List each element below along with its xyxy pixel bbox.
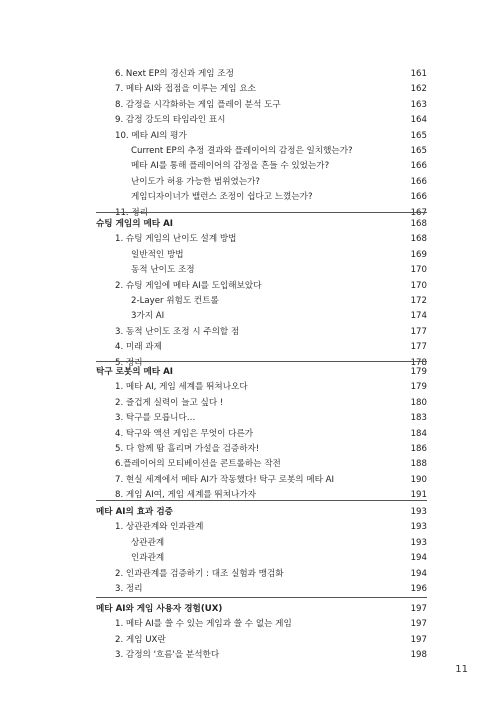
toc-section-entry-title: 6.플레이어의 모티베이션을 콘트롤하는 작전 [115,459,281,470]
section-divider [96,597,427,598]
toc-section-entry-page: 193 [410,522,427,533]
toc-section-entry [115,519,427,535]
toc-section-entry-title: 7. 메타 AI와 접점을 이루는 게임 요소 [115,84,256,95]
toc-subsection-entry-title: 일반적인 방법 [131,249,184,260]
toc-section-entry [115,379,427,395]
toc-section-entry [115,456,427,472]
toc-section-entry [115,324,427,340]
toc-section-entry-title: 9. 감정 강도의 타임라인 표시 [115,115,226,126]
toc-section-entry-title: 1. 메타 AI를 쓸 수 있는 게임과 쓸 수 없는 게임 [115,619,292,630]
toc-chapter-heading-page: 193 [410,507,427,517]
toc-section-entry-page: 194 [410,568,427,579]
toc-section-entry-page: 197 [410,634,427,645]
toc-section-entry-title: 2. 게임 UX란 [115,634,166,645]
toc-section-entry [115,647,427,663]
toc-section-entry-title: 2. 인과관계를 검증하기 : 대조 실험과 맹검화 [115,568,284,579]
toc-subsection-entry-page: 172 [410,296,427,306]
toc-section-entry [115,128,427,144]
toc-subsection-entry-title: 3가지 AI [131,311,165,322]
toc-subsection-entry-title: 2-Layer 위험도 컨트롤 [131,296,219,306]
section-divider [96,212,427,213]
toc-chapter-heading [96,601,427,617]
toc-subsection-entry [131,550,427,566]
toc-subsection-entry [131,247,427,263]
toc-subsection-entry-page: 193 [410,537,427,548]
toc-section-entry-title: 5. 정리 [115,357,143,368]
toc-subsection-entry-title: 동적 난이도 조정 [131,265,195,276]
toc-section-entry-title: 4. 탁구와 액션 게임은 무엇이 다른가 [115,428,254,439]
toc-section-entry-title: 7. 현실 세계에서 메타 AI가 작동했다! 탁구 로봇의 메타 AI [115,474,335,485]
toc-section-entry-page: 177 [410,342,427,353]
toc-subsection-entry [131,158,427,174]
toc-subsection-entry-title: 게임디자이너가 밸런스 조정이 쉽다고 느꼈는가? [131,192,313,203]
toc-section-entry [115,616,427,632]
toc-section-entry-page: 196 [410,584,427,594]
toc-subsection-entry [131,308,427,324]
toc-section-entry-page: 186 [410,444,427,454]
toc-section-entry-title: 1. 슈팅 게임의 난이도 설계 방법 [115,234,237,245]
toc-section-entry [115,66,427,82]
toc-section-entry-page: 191 [410,490,427,501]
toc-subsection-entry [131,189,427,205]
toc-section-entry-page: 183 [410,413,427,424]
section-divider [96,500,427,501]
toc-section-entry [115,426,427,442]
toc-section-entry-title: 3. 감정의 '흐름'을 분석한다 [115,650,220,661]
toc-section-entry [115,632,427,648]
toc-section-entry-title: 10. 메타 AI의 평가 [115,130,187,141]
toc-section-entry [115,112,427,128]
toc-subsection-entry-page: 166 [410,161,427,172]
toc-section-entry-page: 163 [410,99,427,110]
toc-section-entry-title: 3. 정리 [115,584,143,594]
toc-section-entry-title: 5. 다 함께 땀 흘리며 가설을 검증하자! [115,444,260,454]
toc-section-entry-title: 2. 즐겁게 실력이 늘고 싶다 ! [115,397,224,408]
toc-chapter-heading-page: 168 [410,219,427,229]
toc-section-entry-title: 1. 상관관계와 인과관계 [115,522,204,533]
toc-section-entry [115,81,427,97]
toc-subsection-entry-title: Current EP의 추정 결과와 플레이어의 감정은 일치했는가? [131,146,353,156]
page-number: 11 [455,664,468,675]
toc-subsection-entry-page: 170 [410,265,427,276]
toc-subsection-entry-page: 169 [410,249,427,260]
toc-subsection-entry [131,262,427,278]
toc-chapter-heading-page: 179 [410,367,427,377]
toc-subsection-entry [131,143,427,159]
toc-section-entry-title: 3. 동적 난이도 조정 시 주의할 점 [115,326,240,337]
toc-chapter-heading-title: 메타 AI의 효과 검증 [96,507,173,517]
toc-chapter-heading-title: 슈팅 게임의 메타 AI [96,219,173,229]
toc-section-entry-page: 170 [410,280,427,291]
toc-chapter-heading [96,504,427,520]
toc-chapter-heading-page: 197 [410,604,427,614]
toc-subsection-entry-title: 난이도가 허용 가능한 범위였는가? [131,176,260,187]
toc-section-entry-page: 162 [410,84,427,95]
toc-subsection-entry-page: 194 [410,553,427,564]
toc-section-entry [115,441,427,457]
toc-section-entry-title: 11. 정리 [115,207,149,218]
toc-subsection-entry-title: 메타 AI를 통해 플레이어의 감정을 흔들 수 있었는가? [131,161,330,172]
toc-section-entry-page: 164 [410,115,427,126]
toc-section-entry-page: 197 [410,619,427,630]
toc-section-entry-page: 177 [410,326,427,337]
toc-subsection-entry [131,293,427,309]
toc-section-entry-page: 168 [410,234,427,245]
section-divider [96,361,427,362]
toc-section-entry [115,97,427,113]
toc-section-entry [115,472,427,488]
toc-section-entry-title: 4. 미래 과제 [115,342,162,353]
toc-subsection-entry [131,174,427,190]
toc-section-entry [115,566,427,582]
toc-section-entry-title: 8. 게임 AI여, 게임 세계를 뛰쳐나가자 [115,490,256,501]
toc-section-entry-page: 188 [410,459,427,470]
toc-section-entry-title: 2. 슈팅 게임에 메타 AI를 도입해보았다 [115,280,262,291]
toc-subsection-entry [131,535,427,551]
toc-section-entry [115,278,427,294]
toc-section-entry [115,410,427,426]
toc-section-entry-page: 180 [410,397,427,408]
toc-chapter-heading-title: 메타 AI와 게임 사용자 경험(UX) [96,604,223,614]
toc-chapter-heading-title: 탁구 로봇의 메타 AI [96,367,173,377]
toc-section-entry-page: 178 [410,357,427,368]
toc-section-entry-page: 165 [410,130,427,141]
toc-section-entry-title: 6. Next EP의 경신과 게임 조정 [115,69,234,79]
toc-section-entry [115,395,427,411]
toc-section-entry-title: 3. 탁구를 모릅니다… [115,413,196,424]
toc-subsection-entry-title: 인과관계 [131,553,165,564]
toc-section-entry-page: 179 [410,382,427,393]
toc-section-entry [115,231,427,247]
toc-subsection-entry-title: 상관관계 [131,537,165,548]
toc-chapter-heading [96,364,427,380]
toc-section-entry-title: 8. 감정을 시각화하는 게임 플레이 분석 도구 [115,99,281,110]
toc-section-entry [115,581,427,597]
toc-section-entry-page: 161 [410,69,427,79]
toc-subsection-entry-page: 174 [410,311,427,322]
toc-section-entry-page: 167 [410,207,427,218]
toc-section-entry-title: 1. 메타 AI, 게임 세계를 뛰쳐나오다 [115,382,248,393]
toc-section-entry [115,339,427,355]
toc-subsection-entry-page: 166 [410,176,427,187]
toc-section-entry-page: 184 [410,428,427,439]
toc-subsection-entry-page: 165 [410,146,427,156]
toc-chapter-heading [96,216,427,232]
toc-subsection-entry-page: 166 [410,192,427,203]
toc-section-entry-page: 190 [410,474,427,485]
toc-section-entry-page: 198 [410,650,427,661]
